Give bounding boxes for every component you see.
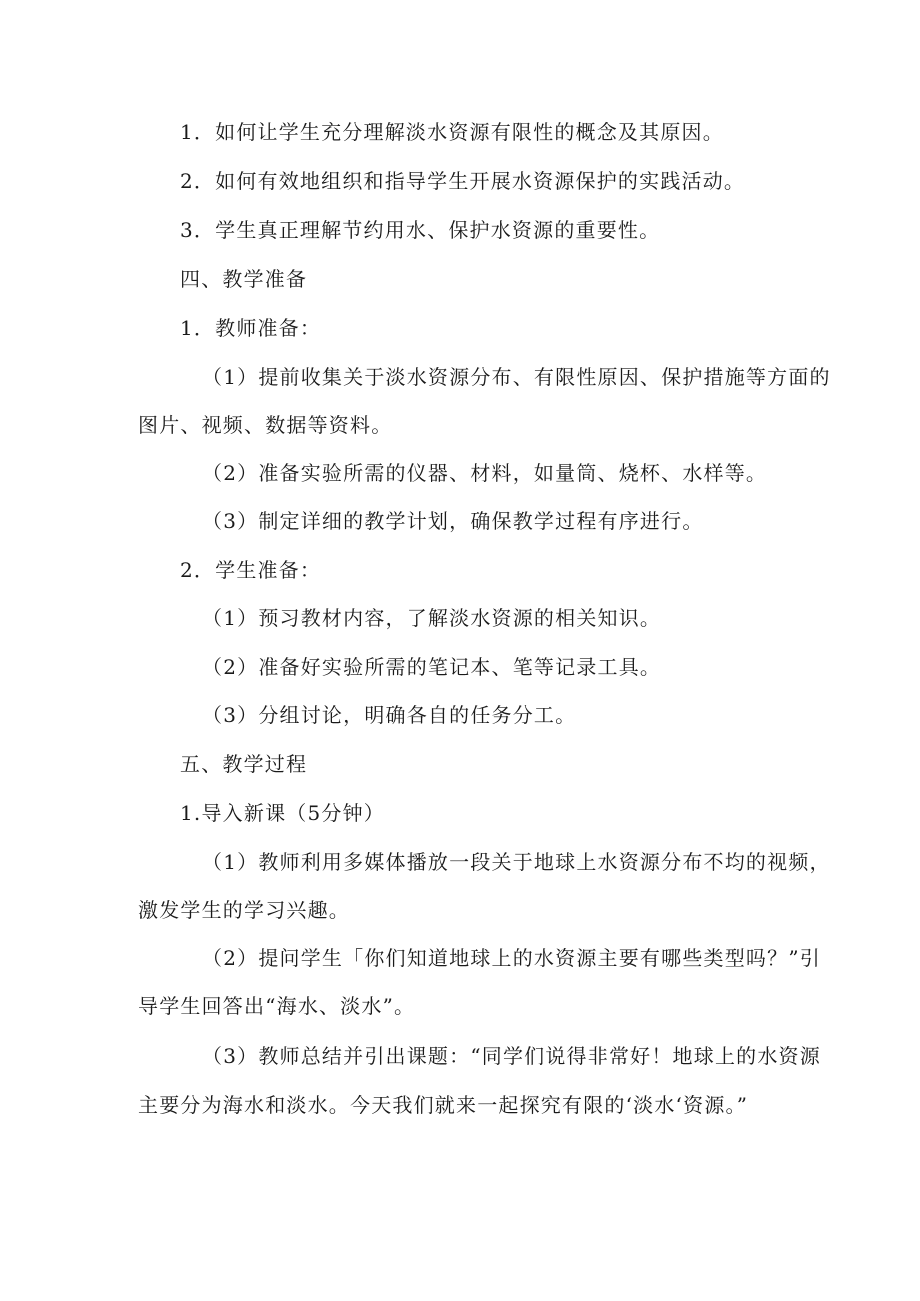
intro-step-3: （3）教师总结并引出课题：“同学们说得非常好！地球上的水资源 (202, 1044, 821, 1068)
section-heading-teaching-preparation: 四、教学准备 (180, 267, 308, 291)
student-prep-item-1: （1）预习教材内容，了解淡水资源的相关知识。 (202, 606, 662, 630)
intro-step-2: （2）提问学生「你们知道地球上的水资源主要有哪些类型吗？”引 (202, 946, 821, 970)
teacher-prep-item-2: （2）准备实验所需的仪器、材料，如量筒、烧杯、水样等。 (202, 461, 768, 485)
student-prep-item-2: （2）准备好实验所需的笔记本、笔等记录工具。 (202, 655, 662, 679)
subheading-introduction: 1.导入新课（5分钟） (180, 801, 386, 825)
intro-step-1: （1）教师利用多媒体播放一段关于地球上水资源分布不均的视频， (202, 850, 831, 874)
intro-step-3-continued: 主要分为海水和淡水。今天我们就来一起探究有限的‘淡水‘资源。” (138, 1093, 749, 1117)
subheading-student-preparation: 2．学生准备： (180, 558, 322, 582)
teacher-prep-item-1-continued: 图片、视频、数据等资料。 (138, 413, 393, 437)
section-heading-teaching-process: 五、教学过程 (180, 752, 308, 776)
teacher-prep-item-3: （3）制定详细的教学计划，确保教学过程有序进行。 (202, 509, 704, 533)
subheading-teacher-preparation: 1．教师准备： (180, 316, 322, 340)
intro-step-2-continued: 导学生回答出“海水、淡水”。 (138, 994, 416, 1018)
difficulty-item-2: 2．如何有效地组织和指导学生开展水资源保护的实践活动。 (180, 169, 746, 193)
student-prep-item-3: （3）分组讨论，明确各自的任务分工。 (202, 703, 577, 727)
intro-step-1-continued: 激发学生的学习兴趣。 (138, 898, 350, 922)
teacher-prep-item-1: （1）提前收集关于淡水资源分布、有限性原因、保护措施等方面的 (202, 365, 831, 389)
difficulty-item-1: 1．如何让学生充分理解淡水资源有限性的概念及其原因。 (180, 120, 724, 144)
difficulty-item-3: 3．学生真正理解节约用水、保护水资源的重要性。 (180, 218, 661, 242)
